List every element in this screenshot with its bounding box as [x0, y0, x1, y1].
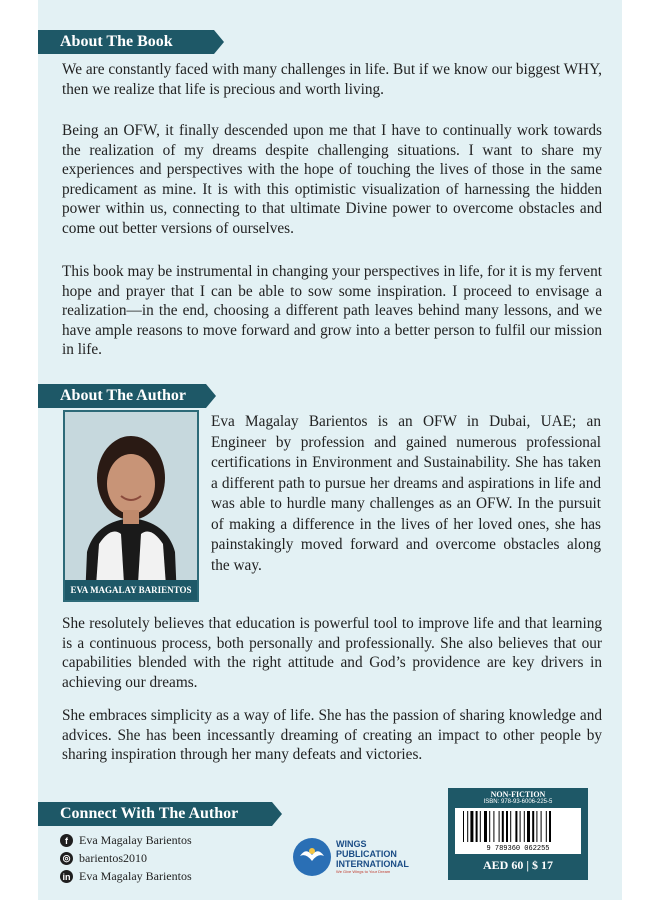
isbn-label: ISBN: 978-93-6006-225-5 — [483, 799, 553, 805]
about-book-heading: About The Book — [38, 30, 214, 54]
author-photo-caption: EVA MAGALAY BARIENTOS — [65, 580, 197, 600]
publisher-tagline: We Give Wings to Your Dream — [336, 869, 391, 874]
price-label: AED 60 | $ 17 — [483, 858, 553, 872]
about-author-paragraph-2: She resolutely believes that education is powerful tool to improve life and that learning is a continuous process, both personally and professionally. She also believes that our capabilities blended with the right attitude and God’s providence are key drivers in achieving our dreams. — [62, 615, 602, 691]
linkedin-label: Eva Magalay Barientos — [79, 869, 192, 883]
about-book-paragraph-2: Being an OFW, it finally descended upon me that I have to continually work towards the realization of my dreams despite challenging situations. I want to share my experiences and perspectives with the hope of touching the lives of those in the same predicament as mine. It is with this optimistic visualization of harnessing the hidden power within us, connecting to that ultimate Divine power to overcome obstacles and come out better versions of ourselves. — [62, 122, 602, 237]
barcode-box — [448, 788, 588, 880]
connect-heading: Connect With The Author — [38, 802, 272, 826]
about-author-paragraph-3: She embraces simplicity as a way of life. She has the passion of sharing knowledge and advices. She has been incessantly dreaming of creating an impact to other people by sharing inspiration through her many defeats and victories. — [62, 707, 602, 764]
publisher-name-line3: INTERNATIONAL — [336, 859, 409, 869]
publisher-name-line2: PUBLICATION — [336, 849, 397, 859]
publisher-name-line1: WINGS — [336, 839, 367, 849]
instagram-link[interactable] — [60, 851, 147, 866]
about-author-heading: About The Author — [38, 384, 206, 408]
instagram-label: barientos2010 — [79, 851, 147, 865]
about-book-paragraph-3: This book may be instrumental in changing your perspectives in life, for it is my fervent hope and prayer that I can be able to sow some inspiration. I proceed to envisage a realization—in the end, choosing a different path leaves behind many lessons, and we have ample reasons to move forward and grow into a better person to fulfil our mission in life. — [62, 263, 602, 359]
author-photo — [63, 410, 199, 602]
author-portrait-illustration — [65, 412, 197, 600]
about-author-paragraph-1: Eva Magalay Barientos is an OFW in Dubai, UAE; an Engineer by profession and gained numerous professional certifications in Environment and Sustainability. She has taken a different path to pursue her dreams and aspirations in life and was able to hurdle many challenges as an OFW. In the pursuit of making a difference in the lives of her loved ones, she has painstakingly moved forward and overcome obstacles along the way. — [211, 413, 601, 574]
publisher-logo — [293, 838, 409, 876]
barcode — [455, 808, 581, 854]
about-book-paragraph-1: We are constantly faced with many challenges in life. But if we know our biggest WHY, then we realize that life is precious and worth living. — [62, 61, 602, 98]
facebook-link[interactable] — [60, 833, 192, 848]
instagram-icon: ◎ — [60, 852, 73, 865]
barcode-number: 9 789360 062255 — [486, 845, 550, 853]
linkedin-link[interactable] — [60, 869, 192, 884]
facebook-label: Eva Magalay Barientos — [79, 833, 192, 847]
barcode-bars — [455, 808, 581, 844]
wings-emblem-icon — [293, 838, 331, 876]
linkedin-icon: in — [60, 870, 73, 883]
facebook-icon: f — [60, 834, 73, 847]
genre-label: NON-FICTION — [490, 790, 546, 799]
